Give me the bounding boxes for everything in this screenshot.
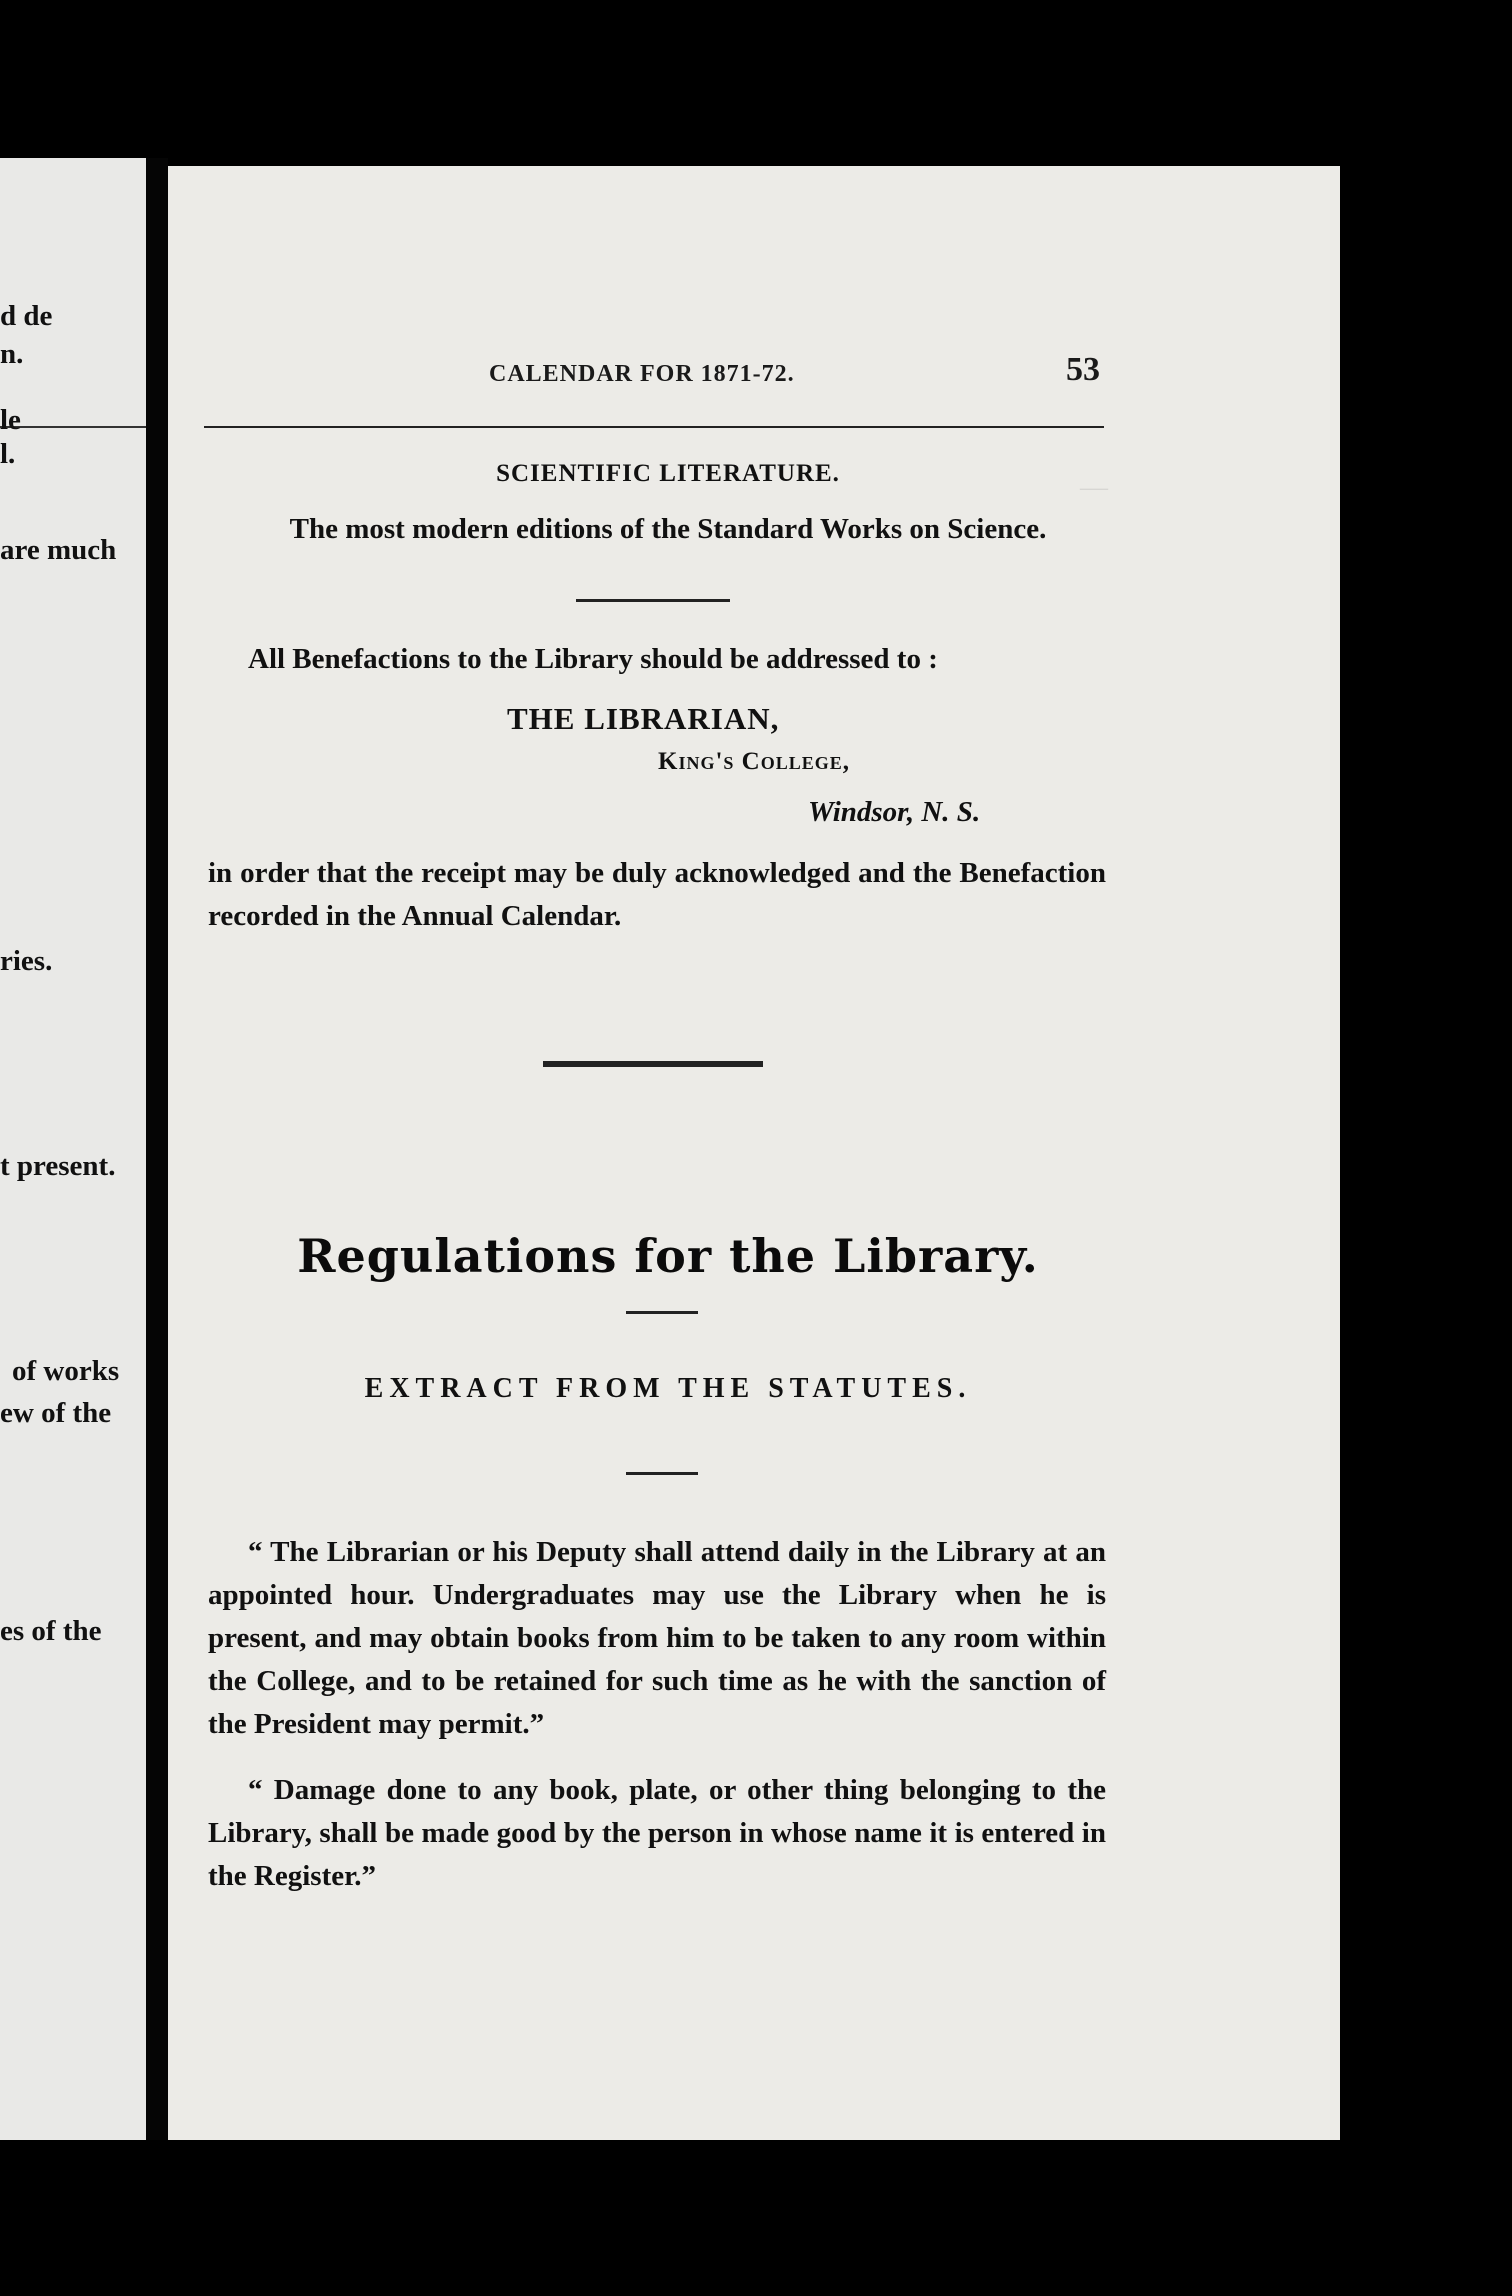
section-divider xyxy=(543,1061,763,1067)
short-rule xyxy=(576,599,730,602)
address-town: Windsor, N. S. xyxy=(808,796,981,828)
page-number: 53 xyxy=(1066,351,1100,388)
left-page-rule xyxy=(0,426,146,428)
scientific-line: The most modern editions of the Standard Works on Science. xyxy=(289,513,1047,545)
statute-quote-damage: “ Damage done to any book, plate, or other thing belonging to the Library, shall be made good by the person in whose name it is entered in the Register.” xyxy=(208,1774,1106,1892)
short-rule xyxy=(626,1472,698,1475)
left-page-fragment: le xyxy=(0,404,21,436)
receipt-paragraph: in order that the receipt may be duly acknowledged and the Benefaction recorded in the Annual Calendar. xyxy=(208,857,1106,932)
benefactions-line: All Benefactions to the Library should be addressed to : xyxy=(248,643,938,675)
left-page-fragment: ries. xyxy=(0,945,53,977)
left-page-fragment: are much xyxy=(0,534,117,566)
statute-quote-librarian: “ The Librarian or his Deputy shall attend daily in the Library at an appointed hour. Undergraduates may use the Library when he is present, and may obtain books from him to be taken to any room within the College, and to be retained for such time as he with the sanction of the President may permit.” xyxy=(208,1536,1106,1740)
left-page-fragment: t present. xyxy=(0,1150,116,1182)
left-page-fragment: d de xyxy=(0,300,53,332)
left-page-fragment: es of the xyxy=(0,1615,102,1647)
left-page-strip xyxy=(0,158,146,2140)
left-page-fragment: ew of the xyxy=(0,1397,112,1429)
scan-background xyxy=(168,2140,1340,2296)
running-head: CALENDAR FOR 1871-72. xyxy=(489,361,795,387)
header-rule xyxy=(204,426,1104,428)
section-title-scientific: SCIENTIFIC LITERATURE. xyxy=(496,460,840,487)
book-gutter xyxy=(146,158,168,2140)
bleed-through-shadow: — xyxy=(1080,472,1108,503)
address-college: King's College, xyxy=(658,748,850,775)
address-librarian: THE LIBRARIAN, xyxy=(507,701,780,736)
left-page-fragment: l. xyxy=(0,438,16,470)
extract-title: EXTRACT FROM THE STATUTES. xyxy=(364,1373,972,1404)
left-page-fragment: n. xyxy=(0,338,24,370)
page-header xyxy=(168,351,1340,401)
left-page-fragment: of works xyxy=(12,1355,120,1387)
short-rule xyxy=(626,1311,698,1314)
document-page xyxy=(168,166,1340,2142)
regulations-title: Regulations for the Library. xyxy=(297,1229,1039,1283)
